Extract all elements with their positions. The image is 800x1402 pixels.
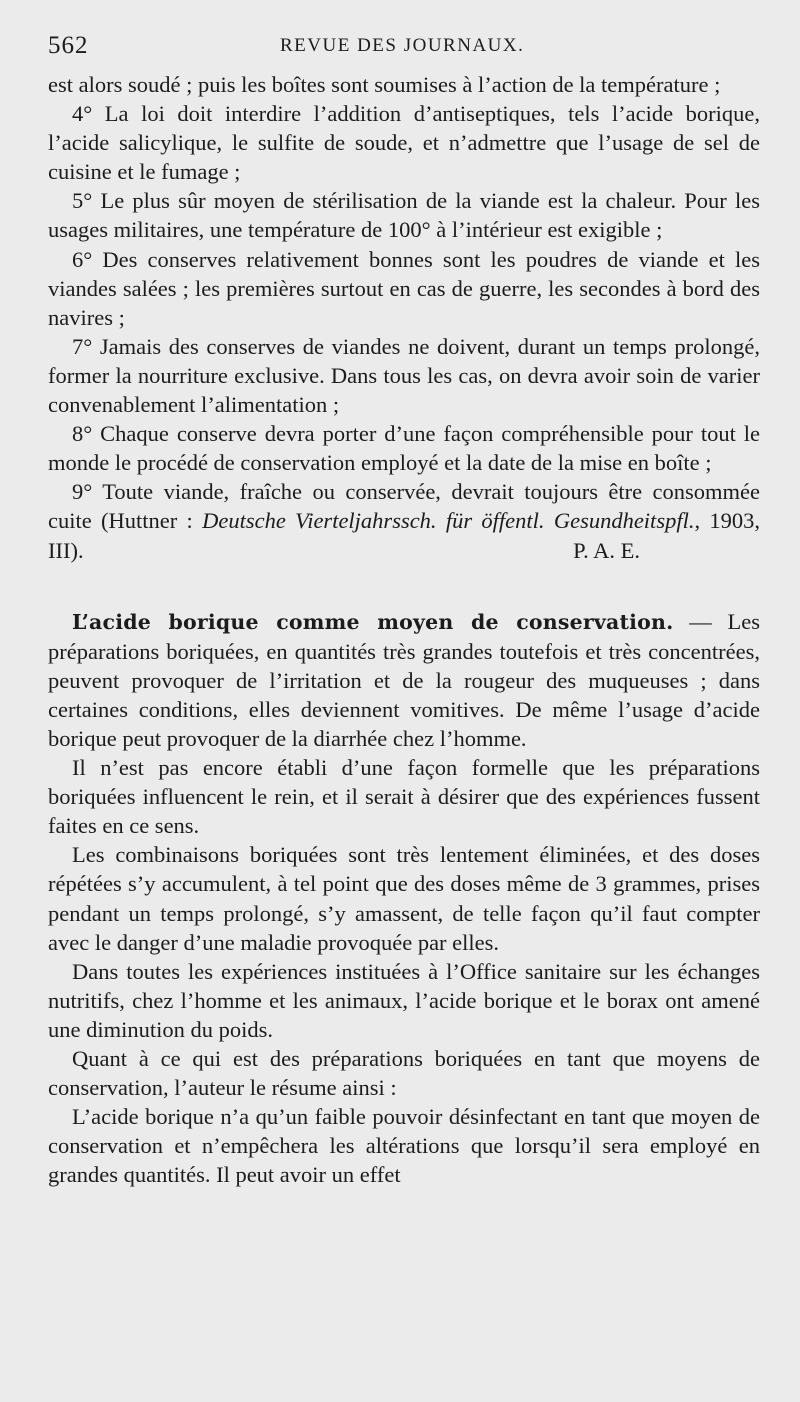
article-2-first-paragraph — [48, 607, 760, 753]
point-8: 8° Chaque conserve devra porter d’une façon compréhensible pour tout le monde le procédé de conservation employé et la date de la mise en boîte ; — [48, 421, 760, 476]
point-5: 5° Le plus sûr moyen de stérilisation de la viande est la chaleur. Pour les usages militaires, une température de 100° à l’intérieur est exigible ; — [48, 188, 760, 243]
running-head — [48, 30, 760, 70]
page-number: 562 — [48, 32, 89, 59]
paragraph-text: Les préparations boriquées, en quantités très grandes toutefois et très concentrées, peuvent provoquer de l’irritation et de la rougeur des muqueuses ; dans certaines conditions, elles deviennent vomitives. De même l’usage d’acide borique peut provoquer de la diarrhée chez l’homme. — [48, 608, 761, 751]
paragraph-resume: Quant à ce qui est des préparations boriquées en tant que moyens de conservation, l’auteur le résume ainsi : — [48, 1046, 760, 1101]
title-dash: — — [673, 608, 728, 634]
point-6: 6° Des conserves relativement bonnes sont les poudres de viande et les viandes salées ; les premières surtout en cas de guerre, les secondes à bord des navires ; — [48, 246, 760, 330]
body-text — [48, 70, 760, 1189]
paragraph-rein: Il n’est pas encore établi d’une façon formelle que les préparations boriquées influencent le rein, et il serait à désirer que des expériences fussent faites en ce sens. — [48, 755, 760, 839]
citation-year: , 1903, III). — [48, 508, 761, 563]
point-9-text: 9° Toute viande, fraîche ou conservée, devrait toujours être consommée cuite (Huttner : — [48, 479, 760, 534]
point-4: 4° La loi doit interdire l’addition d’antiseptiques, tels l’acide borique, l’acide salicylique, le sulfite de soude, et n’admettre que l’usage de sel de cuisine et le fumage ; — [48, 101, 760, 185]
article-separator — [48, 565, 760, 607]
continuation-paragraph: est alors soudé ; puis les boîtes sont soumises à l’action de la température ; — [48, 72, 721, 97]
article-title: L’acide borique comme moyen de conservation. — [72, 609, 674, 634]
citation-journal: Deutsche Vierteljahrssch. für öffentl. Gesundheitspfl. — [202, 508, 695, 534]
author-signature: P. A. E. — [573, 537, 640, 563]
paragraph-conclusion: L’acide borique n’a qu’un faible pouvoir désinfectant en tant que moyen de conservation et n’empêchera les altérations que lorsqu’il sera employé en grandes quantités. Il peut avoir un effet — [48, 1104, 760, 1188]
journal-title: REVUE DES JOURNAUX. — [280, 35, 525, 56]
paragraph-experiences: Dans toutes les expériences instituées à l’Office sanitaire sur les échanges nutritifs, chez l’homme et les animaux, l’acide borique et le borax ont amené une diminution du poids. — [48, 958, 760, 1042]
point-9 — [48, 477, 760, 564]
point-7: 7° Jamais des conserves de viandes ne doivent, durant un temps prolongé, former la nourriture exclusive. Dans tous les cas, on devra avoir soin de varier convenablement l’alimentation ; — [48, 333, 760, 418]
paragraph-elimination: Les combinaisons boriquées sont très lentement éliminées, et des doses répétées s’y accumulent, à tel point que des doses même de 3 grammes, prises pendant un temps prolongé, s’y amassent, de telle façon qu’il faut compter avec le danger d’une maladie provoquée par elles. — [48, 842, 760, 955]
